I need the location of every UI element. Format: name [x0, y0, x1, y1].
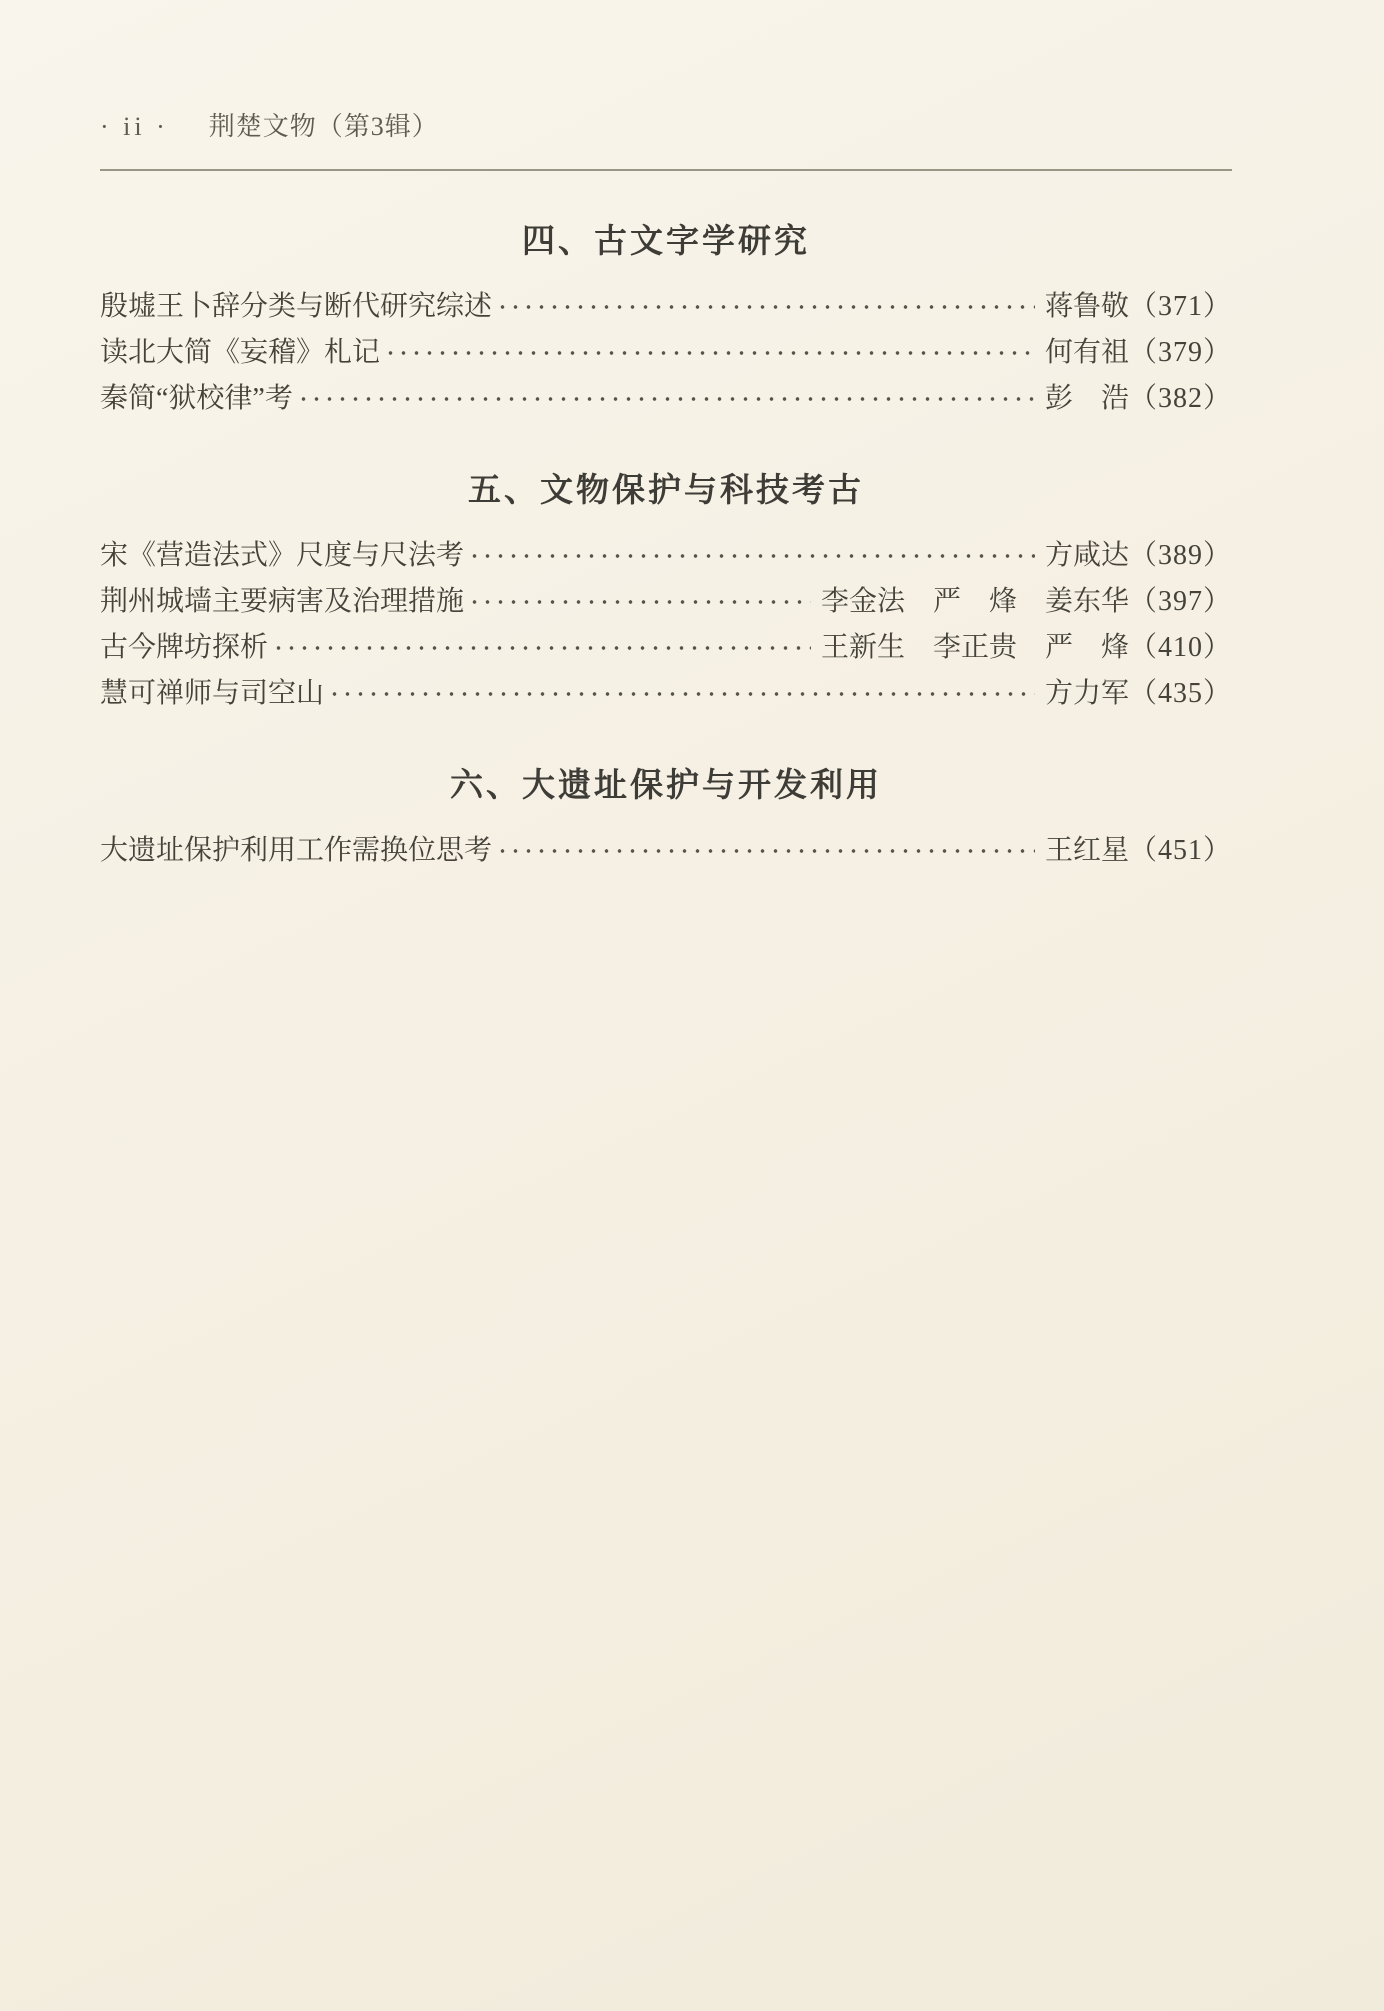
dot-leader [496, 304, 1035, 310]
entry-title: 宋《营造法式》尺度与尺法考 [100, 540, 465, 571]
dot-leader [496, 848, 1035, 854]
entry-page-number: （451） [1128, 835, 1232, 866]
dot-leader [468, 599, 811, 605]
toc-entry [100, 625, 1232, 671]
section-title: 五、文物保护与科技考古 [468, 471, 864, 508]
entry-title: 读北大简《妄稽》札记 [100, 337, 381, 368]
toc-entry [100, 376, 1232, 422]
entry-title: 殷墟王卜辞分类与断代研究综述 [100, 291, 493, 322]
dot-leader [384, 350, 1035, 356]
toc-entry [100, 330, 1232, 376]
header-rule [100, 169, 1232, 171]
entry-authors: 王红星 [1044, 835, 1129, 866]
toc-section-heritage-sites [100, 759, 1232, 874]
entry-authors: 蒋鲁敬 [1044, 291, 1129, 322]
entry-title: 大遗址保护利用工作需换位思考 [100, 835, 493, 866]
entry-title: 秦简“狱校律”考 [100, 383, 293, 414]
dot-leader [272, 645, 811, 651]
entry-page-number: （371） [1128, 291, 1232, 322]
toc-entry [100, 671, 1232, 717]
entry-page-number: （379） [1128, 337, 1232, 368]
toc-section-paleography [100, 215, 1232, 422]
dot-leader [468, 553, 1035, 559]
entry-title: 荆州城墙主要病害及治理措施 [100, 586, 465, 617]
entry-page-number: （389） [1128, 540, 1232, 571]
entry-page-number: （397） [1128, 586, 1232, 617]
dot-leader [328, 691, 1035, 697]
section-title: 六、大遗址保护与开发利用 [450, 766, 882, 803]
entry-authors: 方咸达 [1044, 540, 1129, 571]
toc-entry [100, 533, 1232, 579]
toc-section-conservation [100, 464, 1232, 717]
folio-page-number: · ii · [100, 112, 169, 141]
entry-page-number: （435） [1128, 678, 1232, 709]
page-header [100, 106, 1232, 143]
running-book-title: 荆楚文物（第3辑） [208, 112, 439, 141]
dot-leader [297, 396, 1035, 402]
entry-authors: 李金法 严 烽 姜东华 [820, 586, 1129, 617]
entry-page-number: （382） [1128, 383, 1232, 414]
toc-entry [100, 579, 1232, 625]
entry-page-number: （410） [1128, 632, 1232, 663]
entry-title: 慧可禅师与司空山 [100, 678, 325, 709]
entry-authors: 彭 浩 [1044, 383, 1129, 414]
entry-authors: 王新生 李正贵 严 烽 [820, 632, 1129, 663]
entry-authors: 方力军 [1044, 678, 1129, 709]
toc-entry [100, 284, 1232, 330]
section-title: 四、古文字学研究 [522, 222, 810, 259]
toc-entry [100, 828, 1232, 874]
entry-authors: 何有祖 [1044, 337, 1129, 368]
entry-title: 古今牌坊探析 [100, 632, 269, 663]
